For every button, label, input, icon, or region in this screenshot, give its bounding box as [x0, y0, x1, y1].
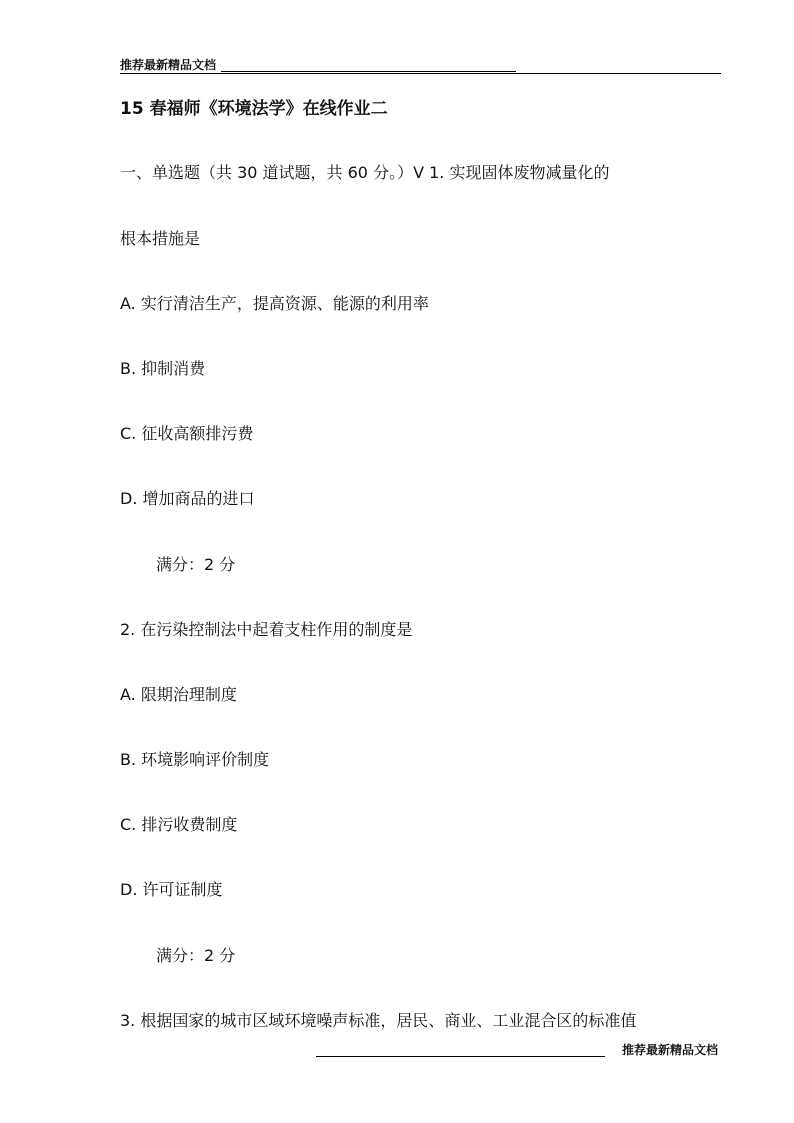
q1-score: 满分：2 分	[156, 555, 236, 574]
q1-option-a: A. 实行清洁生产，提高资源、能源的利用率	[120, 294, 429, 313]
q1-option-d: D. 增加商品的进口	[120, 489, 255, 508]
q2-score: 满分：2 分	[156, 946, 236, 965]
question-3: 3. 根据国家的城市区域环境噪声标准，居民、商业、工业混合区的标准值	[120, 1011, 637, 1030]
q1-option-c: C. 征收高额排污费	[120, 424, 254, 443]
q2-option-d: D. 许可证制度	[120, 880, 223, 899]
q1-option-b: B. 抑制消费	[120, 359, 206, 378]
header-rule	[120, 73, 721, 74]
header-underline	[221, 71, 516, 72]
q2-option-a: A. 限期治理制度	[120, 685, 237, 704]
question-2: 2. 在污染控制法中起着支柱作用的制度是	[120, 620, 413, 639]
q2-option-b: B. 环境影响评价制度	[120, 750, 270, 769]
document-title: 15 春福师《环境法学》在线作业二	[120, 99, 388, 119]
question-1-continued: 根本措施是	[120, 229, 201, 248]
header-text: 推荐最新精品文档	[120, 58, 217, 72]
footer-rule	[316, 1056, 605, 1057]
section-heading-q1: 一、单选题（共 30 道试题，共 60 分。）V 1. 实现固体废物减量化的	[120, 163, 610, 182]
q2-option-c: C. 排污收费制度	[120, 815, 238, 834]
footer-text: 推荐最新精品文档	[622, 1043, 719, 1057]
